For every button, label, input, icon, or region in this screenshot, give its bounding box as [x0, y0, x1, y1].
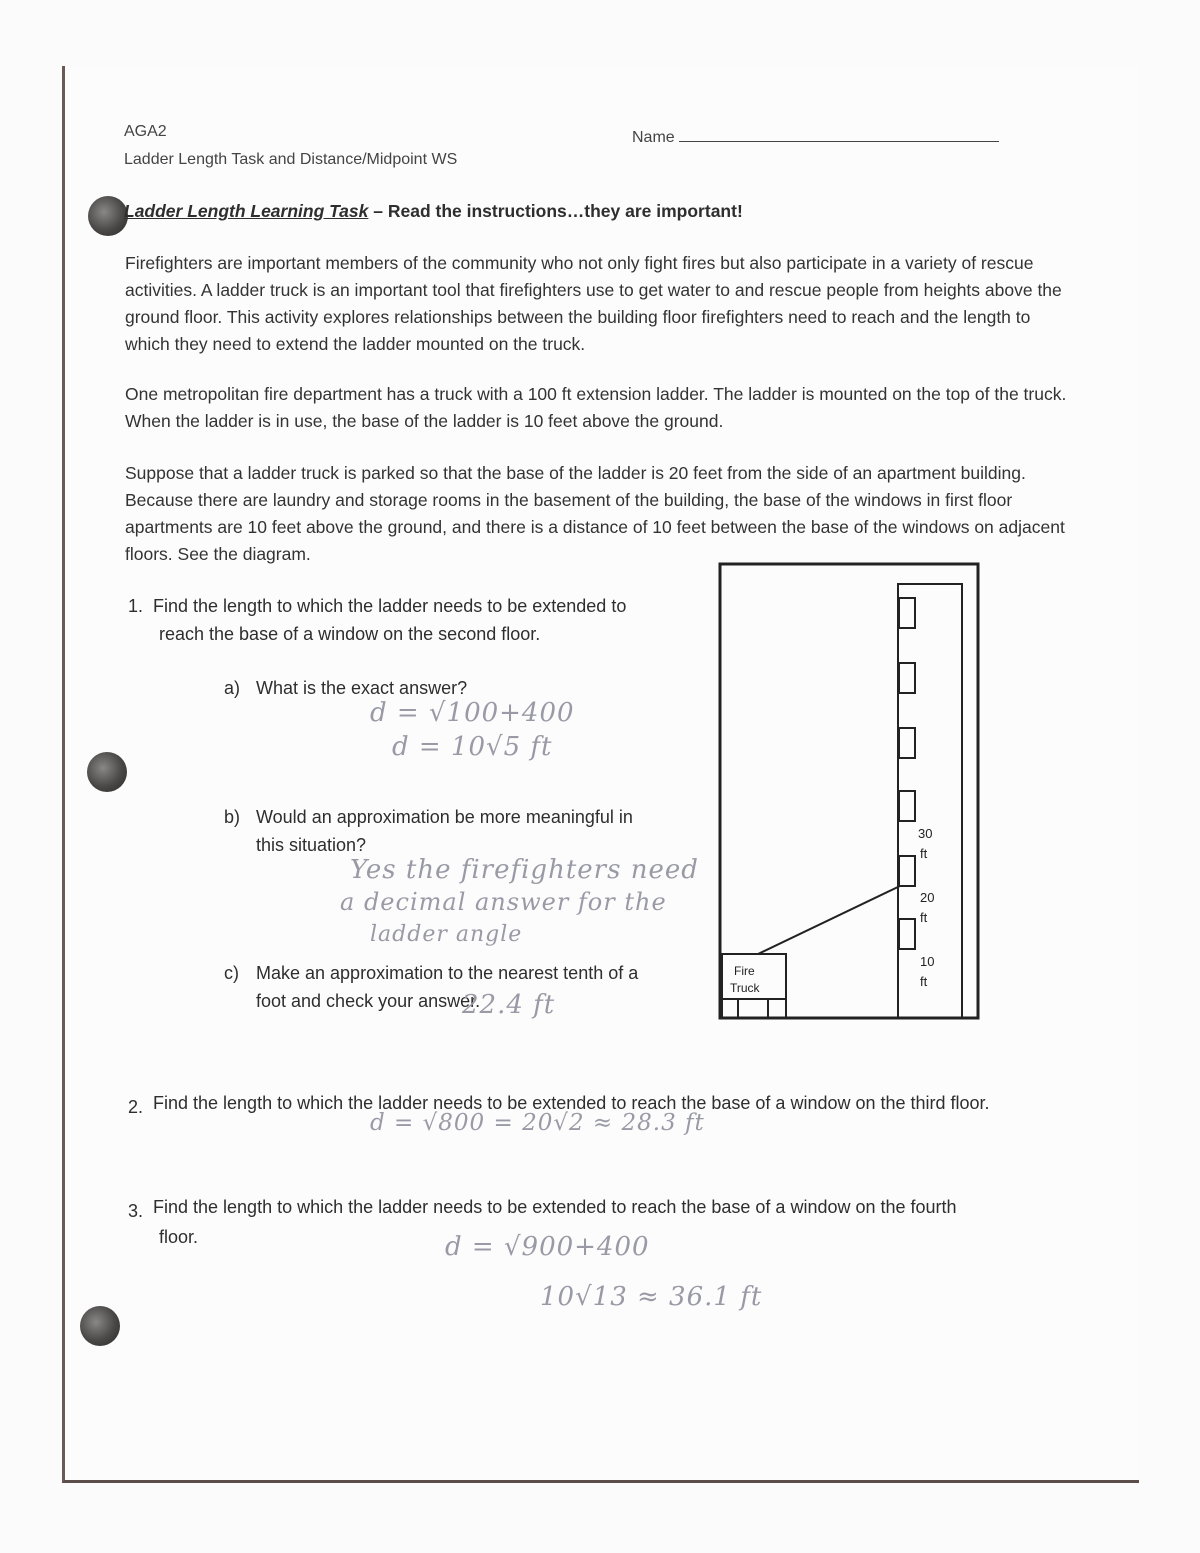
- handwritten-answer-1c: 22.4 ft: [462, 990, 556, 1020]
- handwritten-answer-1b-line3: ladder angle: [370, 922, 523, 947]
- handwritten-answer-1a-line2: d = 10√5 ft: [392, 732, 553, 762]
- window: [899, 791, 915, 821]
- course-code: AGA2: [124, 123, 167, 140]
- ladder: [758, 886, 900, 954]
- q1-line2: reach the base of a window on the second floor.: [159, 624, 541, 644]
- worksheet-subtitle: Ladder Length Task and Distance/Midpoint WS: [124, 151, 458, 168]
- q1c-label: c): [224, 963, 239, 983]
- height-unit-10: ft: [920, 974, 928, 989]
- q2-number: 2.: [128, 1097, 144, 1117]
- q3-line2: floor.: [159, 1227, 199, 1247]
- truck-label-line2: Truck: [730, 981, 760, 995]
- window: [899, 598, 915, 628]
- diagram-border: [720, 564, 978, 1018]
- truck-label-line1: Fire: [734, 964, 755, 978]
- window: [899, 856, 915, 886]
- q1b-label: b): [224, 807, 241, 827]
- q1c-line1: Make an approximation to the nearest tenth of a: [256, 963, 639, 983]
- height-label-20: 20: [920, 890, 935, 905]
- name-label: Name: [632, 129, 675, 146]
- binder-hole: [80, 1306, 120, 1346]
- truck-paragraph: One metropolitan fire department has a truck with a 100 ft extension ladder. The ladder is mounted on the top of the truck. When the ladder is in use, the base of the ladder is 10 feet above the ground.: [125, 384, 1067, 431]
- ladder-diagram: [718, 562, 982, 1022]
- height-label-30: 30: [918, 826, 933, 841]
- task-heading: [124, 198, 743, 225]
- q1a-label: a): [224, 678, 241, 698]
- handwritten-answer-3-line2: 10√13 ≈ 36.1 ft: [540, 1282, 763, 1312]
- q1-line1: Find the length to which the ladder needs to be extended to: [153, 596, 627, 616]
- height-unit-20: ft: [920, 910, 928, 925]
- q1a-text: What is the exact answer?: [256, 678, 468, 698]
- handwritten-answer-2: d = √800 = 20√2 ≈ 28.3 ft: [370, 1110, 705, 1136]
- handwritten-answer-1a-line1: d = √100+400: [370, 698, 575, 728]
- q1c-line2: foot and check your answer.: [256, 991, 481, 1011]
- name-field[interactable]: [632, 124, 999, 151]
- task-title: Ladder Length Learning Task: [124, 201, 369, 221]
- task-instruction: Read the instructions…they are important!: [387, 201, 743, 221]
- q3-line1: Find the length to which the ladder needs to be extended to reach the base of a window on the fourth: [153, 1197, 957, 1217]
- building-paragraph: Suppose that a ladder truck is parked so that the base of the ladder is 20 feet from the side of an apartment building. Because there are laundry and storage rooms in the basement of the building, the base of the windows in first floor apartments are 10 feet above the ground, and there is a distance of 10 feet between the base of the windows on adjacent floors. See the diagram.: [125, 463, 1065, 564]
- name-blank[interactable]: [679, 127, 999, 142]
- q1b-line2: this situation?: [256, 835, 367, 855]
- q2-text: Find the length to which the ladder needs to be extended to reach the base of a window on the third floor.: [153, 1093, 990, 1113]
- handwritten-answer-1b-line2: a decimal answer for the: [340, 888, 667, 916]
- window: [899, 919, 915, 949]
- task-dash: –: [368, 201, 388, 221]
- height-unit-30: ft: [920, 846, 928, 861]
- q1b-line1: Would an approximation be more meaningful in: [256, 807, 633, 827]
- binder-hole: [87, 752, 127, 792]
- window: [899, 728, 915, 758]
- intro-paragraph: Firefighters are important members of the community who not only fight fires but also participate in a variety of rescue activities. A ladder truck is an important tool that firefighters use to get water to and rescue people from heights above the ground floor. This activity explores relationships between the building floor firefighters need to reach and the length to which they need to extend the ladder mounted on the truck.: [125, 253, 1062, 354]
- q1-number: 1.: [128, 596, 144, 616]
- handwritten-answer-1b-line1: Yes the firefighters need: [350, 855, 699, 885]
- window: [899, 663, 915, 693]
- handwritten-answer-3-line1: d = √900+400: [445, 1232, 650, 1262]
- binder-hole: [88, 196, 128, 236]
- height-label-10: 10: [920, 954, 935, 969]
- q3-number: 3.: [128, 1201, 144, 1221]
- apartment-building: [898, 584, 962, 1018]
